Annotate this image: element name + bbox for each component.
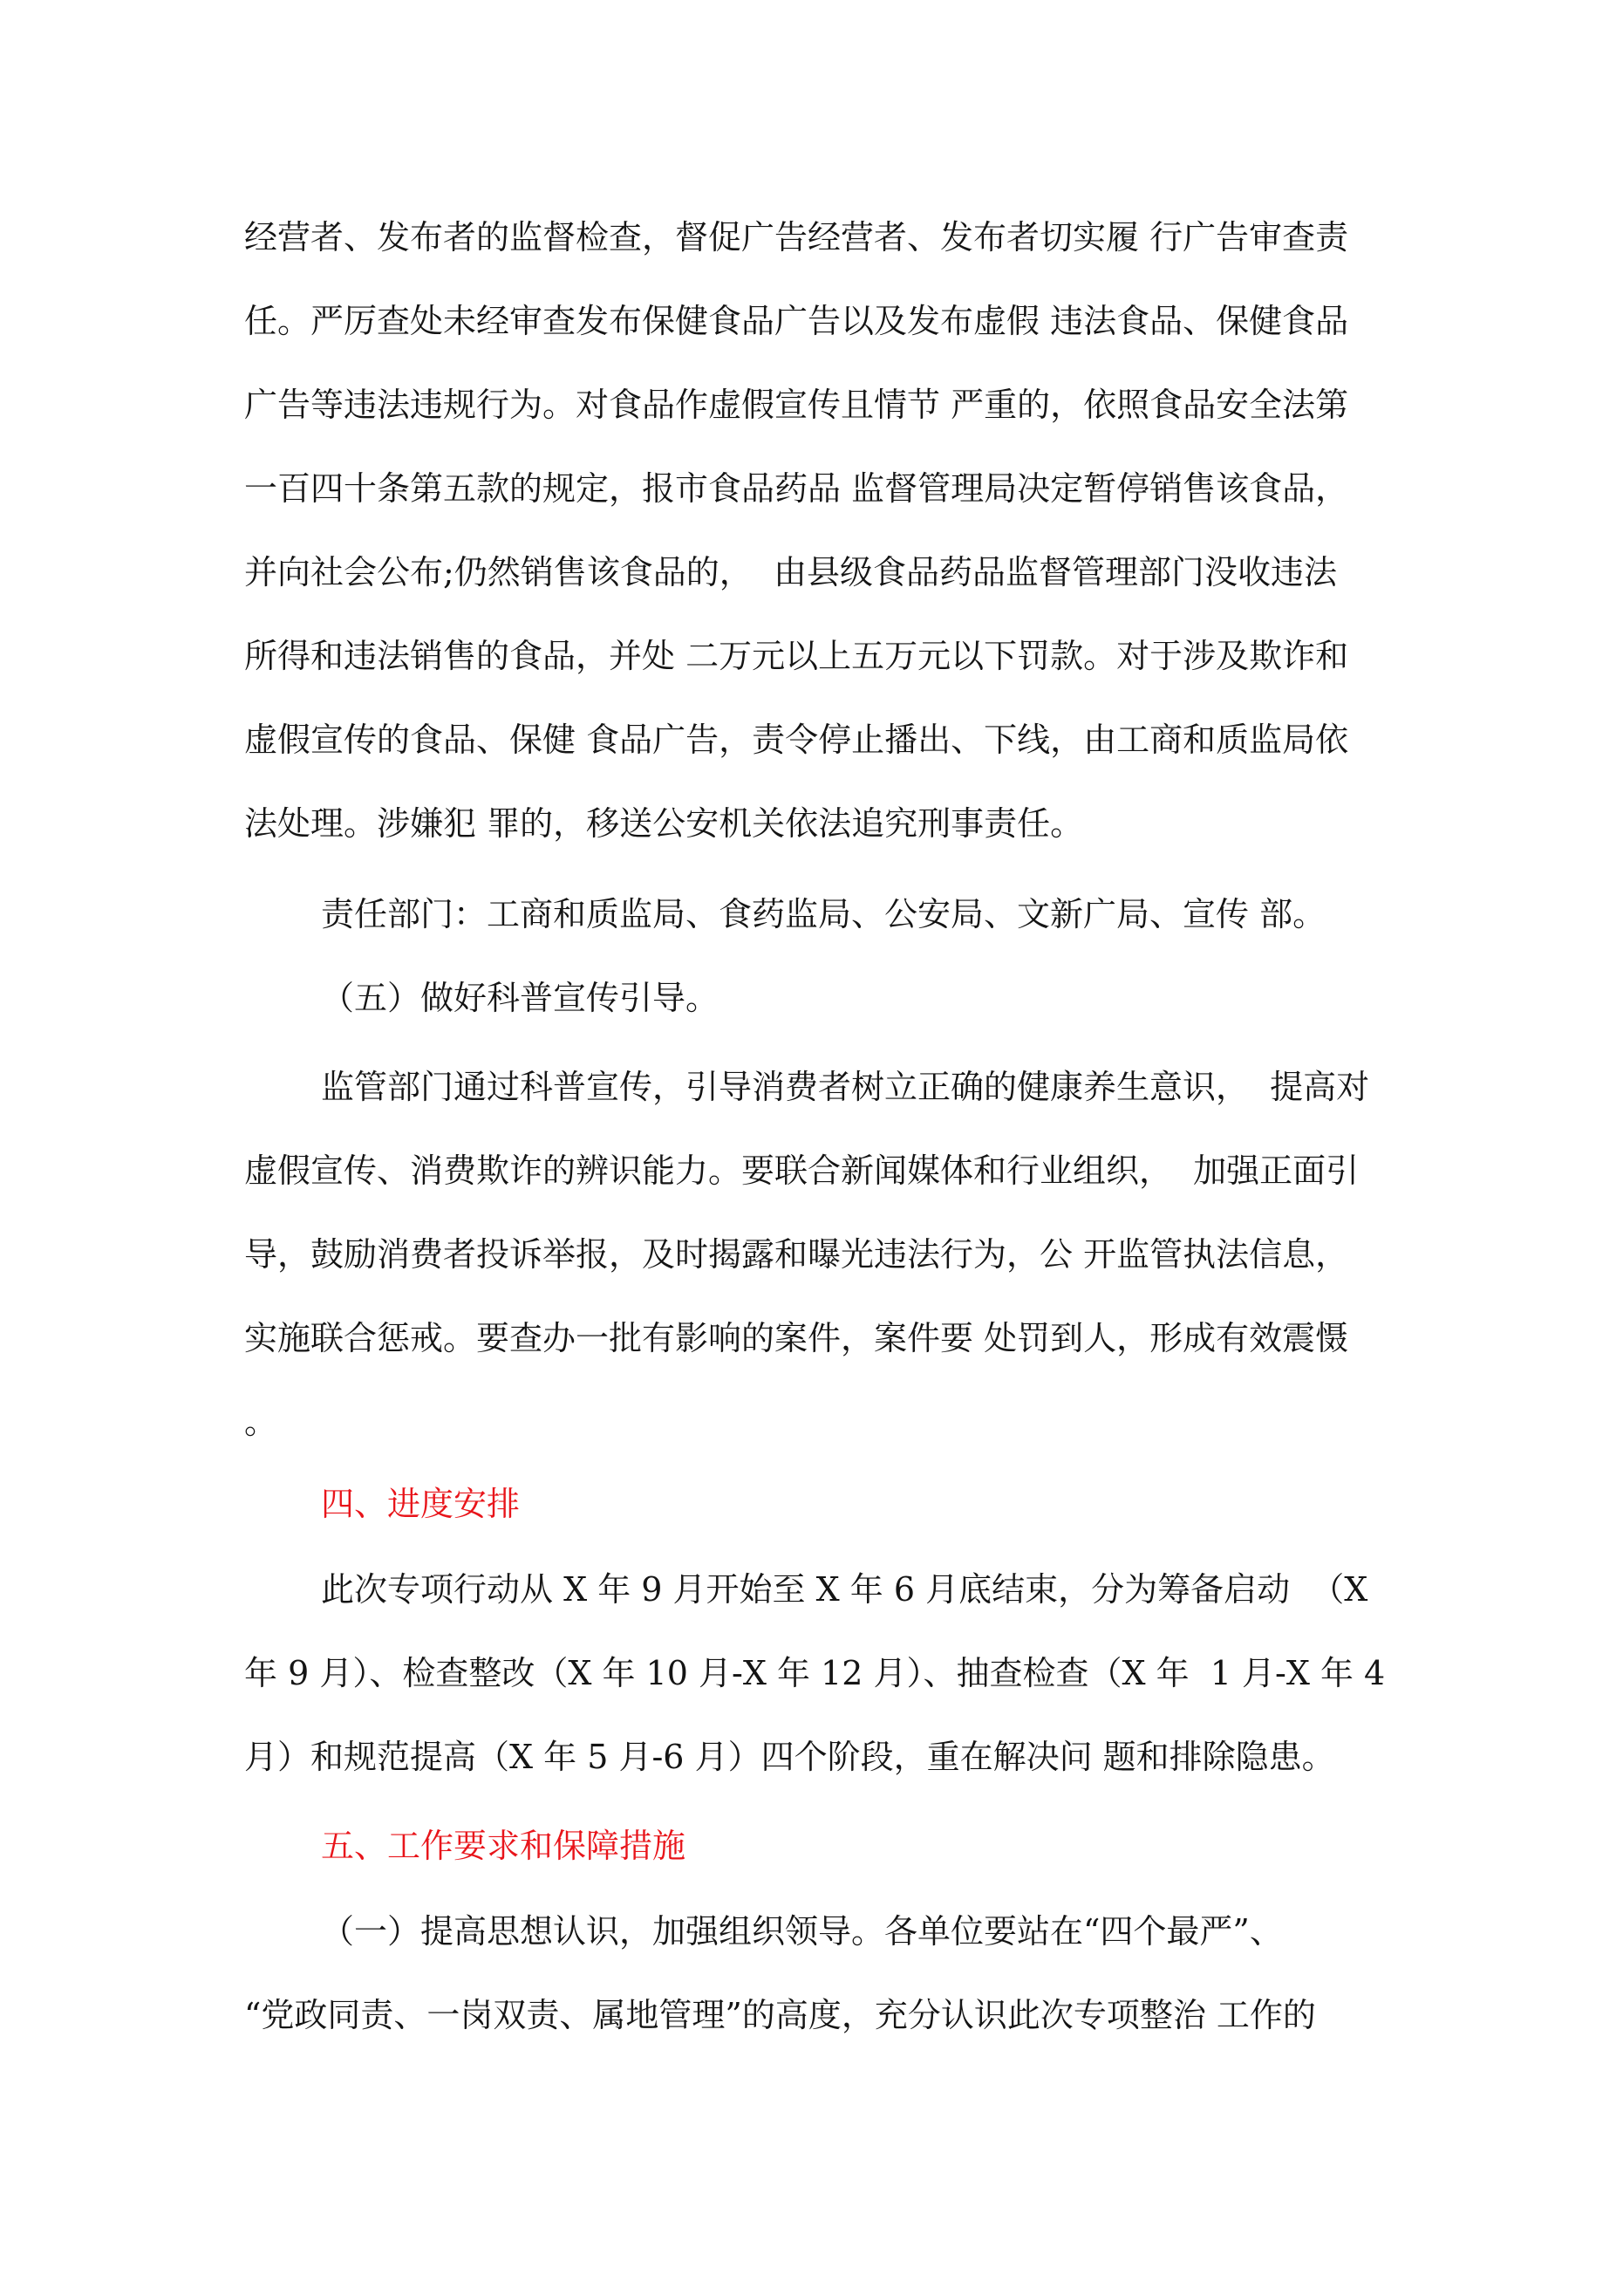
- body-line: 虚假宣传的食品、保健 食品广告，责令停止播出、下线，由工商和质监局依: [244, 721, 1349, 759]
- body-line: 虚假宣传、消费欺诈的辨识能力。要联合新闻媒体和行业组织， 加强正面引: [244, 1151, 1360, 1190]
- body-line: 年 9 月）、检查整改（X 年 10 月-X 年 12 月）、抽查检查（X 年 1 月-X 年 4: [244, 1654, 1386, 1692]
- body-line: 所得和违法销售的食品，并处 二万元以上五万元以下罚款。对于涉及欺诈和: [244, 637, 1349, 675]
- section-heading-schedule: 四、进度安排: [321, 1485, 521, 1523]
- body-line: 经营者、发布者的监督检查，督促广告经营者、发布者切实履 行广告审查责: [244, 218, 1349, 256]
- body-line: 监管部门通过科普宣传，引导消费者树立正确的健康养生意识， 提高对: [321, 1068, 1370, 1106]
- body-line: 。: [244, 1403, 278, 1441]
- body-line: 实施联合惩戒。要查办一批有影响的案件，案件要 处罚到人，形成有效震慑: [244, 1319, 1349, 1357]
- body-line: 导，鼓励消费者投诉举报，及时揭露和曝光违法行为，公 开监管执法信息，: [244, 1235, 1349, 1274]
- responsible-departments: 责任部门：工商和质监局、食药监局、公安局、文新广局、宣传 部。: [321, 895, 1326, 933]
- body-line: （一）提高思想认识，加强组织领导。各单位要站在“四个最严”、: [321, 1912, 1283, 1951]
- body-line: 广告等违法违规行为。对食品作虚假宣传且情节 严重的，依照食品安全法第: [244, 386, 1349, 424]
- subsection-title: （五）做好科普宣传引导。: [321, 979, 719, 1017]
- section-heading-requirements: 五、工作要求和保障措施: [321, 1827, 686, 1865]
- body-line: 一百四十条第五款的规定，报市食品药品 监督管理局决定暂停销售该食品，: [244, 469, 1349, 508]
- body-line: 法处理。涉嫌犯 罪的，移送公安机关依法追究刑事责任。: [244, 804, 1084, 843]
- body-line: 月）和规范提高（X 年 5 月-6 月）四个阶段，重在解决问 题和排除隐患。: [244, 1738, 1335, 1776]
- body-line: 并向社会公布;仍然销售该食品的， 由县级食品药品监督管理部门没收违法: [244, 553, 1337, 591]
- body-line: “党政同责、一岗双责、属地管理”的高度，充分认识此次专项整治 工作的: [244, 1996, 1316, 2034]
- body-line: 此次专项行动从 X 年 9 月开始至 X 年 6 月底结束，分为筹备启动 （X: [321, 1570, 1368, 1609]
- body-line: 任。严厉查处未经审查发布保健食品广告以及发布虚假 违法食品、保健食品: [244, 302, 1349, 340]
